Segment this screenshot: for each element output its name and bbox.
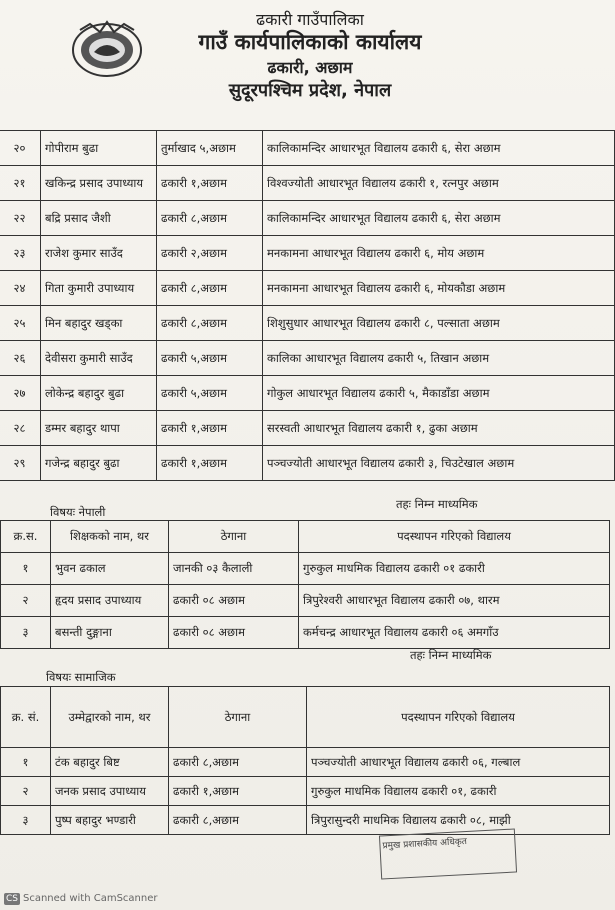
placement-table-social: [0, 686, 610, 835]
cell-address: ढकारी २,अछाम: [157, 236, 263, 271]
table-row: [1, 777, 610, 806]
cell-sn: ३: [1, 806, 51, 835]
cell-school: त्रिपुरासुन्दरी माधमिक विद्यालय ढकारी ०८, माझी: [307, 806, 610, 835]
cell-address: ढकारी ५,अछाम: [157, 376, 263, 411]
cell-school: गुरुकुल माधमिक विद्यालय ढकारी ०१ ढकारी: [299, 553, 610, 585]
section3-level: तहः निम्न माध्यमिक: [410, 648, 492, 662]
cell-school: सरस्वती आधारभूत विद्यालय ढकारी १, ढुका अछाम: [263, 411, 615, 446]
office-location: ढकारी, अछाम: [267, 58, 353, 77]
header-school: पदस्थापन गरिएको विद्यालय: [307, 687, 610, 748]
cell-address: ढकारी ८,अछाम: [169, 748, 307, 777]
cell-name: राजेश कुमार साउँद: [41, 236, 157, 271]
header-address: ठेगाना: [169, 687, 307, 748]
cell-address: ढकारी ८,अछाम: [157, 201, 263, 236]
footer-text: Scanned with CamScanner: [23, 893, 158, 904]
cell-sn: २७: [0, 376, 41, 411]
municipality-name: ढकारी गाउँपालिका: [256, 10, 364, 29]
table-row: [1, 748, 610, 777]
cell-name: भुवन ढकाल: [51, 553, 169, 585]
office-name: गाउँ कार्यपालिकाको कार्यालय: [198, 30, 422, 54]
cell-school: गोकुल आधारभूत विद्यालय ढकारी ५, मैकाडाँडा अछाम: [263, 376, 615, 411]
section2-subject: विषयः नेपाली: [50, 505, 106, 519]
cell-name: बसन्ती दुङ्गाना: [51, 617, 169, 649]
cell-name: मिन बहादुर खड्का: [41, 306, 157, 341]
section3-subject: विषयः सामाजिक: [46, 670, 116, 684]
cell-address: ढकारी ८,अछाम: [169, 806, 307, 835]
cell-name: गजेन्द्र बहादुर बुढा: [41, 446, 157, 481]
cell-address: तुर्माखाद ५,अछाम: [157, 131, 263, 166]
cell-school: पञ्चज्योती आधारभूत विद्यालय ढकारी ०६, गल्बाल: [307, 748, 610, 777]
cell-sn: २: [1, 777, 51, 806]
table-row: [0, 271, 615, 306]
table-row: [0, 376, 615, 411]
cell-school: कालिकामन्दिर आधारभूत विद्यालय ढकारी ६, सेरा अछाम: [263, 131, 615, 166]
cell-name: पुष्प बहादुर भण्डारी: [51, 806, 169, 835]
header-school: पदस्थापन गरिएको विद्यालय: [299, 521, 610, 553]
cell-address: ढकारी ०८ अछाम: [169, 585, 299, 617]
cell-sn: २५: [0, 306, 41, 341]
cell-school: त्रिपुरेश्वरी आधारभूत विद्यालय ढकारी ०७, थारम: [299, 585, 610, 617]
cell-sn: १: [1, 748, 51, 777]
cell-address: ढकारी १,अछाम: [169, 777, 307, 806]
cell-address: ढकारी १,अछाम: [157, 446, 263, 481]
cell-sn: २: [1, 585, 51, 617]
cell-address: ढकारी ८,अछाम: [157, 306, 263, 341]
cell-sn: २९: [0, 446, 41, 481]
table-row: [0, 166, 615, 201]
section2-level: तहः निम्न माध्यमिक: [396, 497, 478, 511]
scanner-footer: [4, 893, 158, 905]
cell-school: मनकामना आधारभूत विद्यालय ढकारी ६, मोय अछाम: [263, 236, 615, 271]
cell-sn: २६: [0, 341, 41, 376]
cell-school: गुरुकुल माधमिक विद्यालय ढकारी ०१, ढकारी: [307, 777, 610, 806]
header-address: ठेगाना: [169, 521, 299, 553]
cell-name: डम्मर बहादुर थापा: [41, 411, 157, 446]
cell-name: खकिन्द्र प्रसाद उपाध्याय: [41, 166, 157, 201]
cell-sn: १: [1, 553, 51, 585]
cell-address: ढकारी ५,अछाम: [157, 341, 263, 376]
header-sn: क्र. सं.: [1, 687, 51, 748]
cell-sn: २३: [0, 236, 41, 271]
cell-name: लोकेन्द्र बहादुर बुढा: [41, 376, 157, 411]
table-row: [0, 446, 615, 481]
cell-school: पञ्चज्योती आधारभूत विद्यालय ढकारी ३, चिउटेखाल अछाम: [263, 446, 615, 481]
emblem-logo-icon: [70, 20, 144, 78]
table-row: [0, 236, 615, 271]
table-row: [0, 411, 615, 446]
cell-address: ढकारी ०८ अछाम: [169, 617, 299, 649]
cell-name: हृदय प्रसाद उपाध्याय: [51, 585, 169, 617]
table-row: [0, 341, 615, 376]
official-stamp: [379, 828, 517, 879]
header-name: शिक्षकको नाम, थर: [51, 521, 169, 553]
placement-table-1: [0, 130, 615, 481]
table-row: [1, 553, 610, 585]
header-sn: क्र.स.: [1, 521, 51, 553]
camscanner-logo-icon: CS: [6, 894, 18, 904]
cell-school: कालिका आधारभूत विद्यालय ढकारी ५, तिखान अछाम: [263, 341, 615, 376]
cell-school: विश्वज्योती आधारभूत विद्यालय ढकारी १, रत्नपुर अछाम: [263, 166, 615, 201]
cell-address: ढकारी ८,अछाम: [157, 271, 263, 306]
province-country: सुदूरपश्चिम प्रदेश, नेपाल: [228, 80, 392, 101]
cell-address: ढकारी १,अछाम: [157, 166, 263, 201]
cell-name: बद्रि प्रसाद जैशी: [41, 201, 157, 236]
cell-sn: २४: [0, 271, 41, 306]
cell-address: जानकी ०३ कैलाली: [169, 553, 299, 585]
cell-sn: २१: [0, 166, 41, 201]
cell-school: मनकामना आधारभूत विद्यालय ढकारी ६, मोयकौडा अछाम: [263, 271, 615, 306]
cell-name: गिता कुमारी उपाध्याय: [41, 271, 157, 306]
letterhead: [0, 6, 615, 106]
cell-sn: २८: [0, 411, 41, 446]
cell-name: टंक बहादुर बिष्ट: [51, 748, 169, 777]
cell-name: गोपीराम बुढा: [41, 131, 157, 166]
cell-school: शिशुसुधार आधारभूत विद्यालय ढकारी ८, पल्साता अछाम: [263, 306, 615, 341]
cell-sn: ३: [1, 617, 51, 649]
cell-sn: २२: [0, 201, 41, 236]
table-row: [1, 585, 610, 617]
placement-table-nepali: [0, 520, 610, 649]
table-row: [1, 806, 610, 835]
header-name: उम्मेद्वारको नाम, थर: [51, 687, 169, 748]
table-row: [1, 617, 610, 649]
cell-name: देवीसरा कुमारी साउँद: [41, 341, 157, 376]
cell-name: जनक प्रसाद उपाध्याय: [51, 777, 169, 806]
cell-sn: २०: [0, 131, 41, 166]
cell-school: कर्मचन्द्र आधारभूत विद्यालय ढकारी ०६ अमगाँउ: [299, 617, 610, 649]
table-row: [0, 131, 615, 166]
cell-address: ढकारी १,अछाम: [157, 411, 263, 446]
cell-school: कालिकामन्दिर आधारभूत विद्यालय ढकारी ६, सेरा अछाम: [263, 201, 615, 236]
stamp-text: प्रमुख प्रशासकीय अधिकृत: [382, 837, 468, 852]
table-row: [0, 306, 615, 341]
table-row: [0, 201, 615, 236]
